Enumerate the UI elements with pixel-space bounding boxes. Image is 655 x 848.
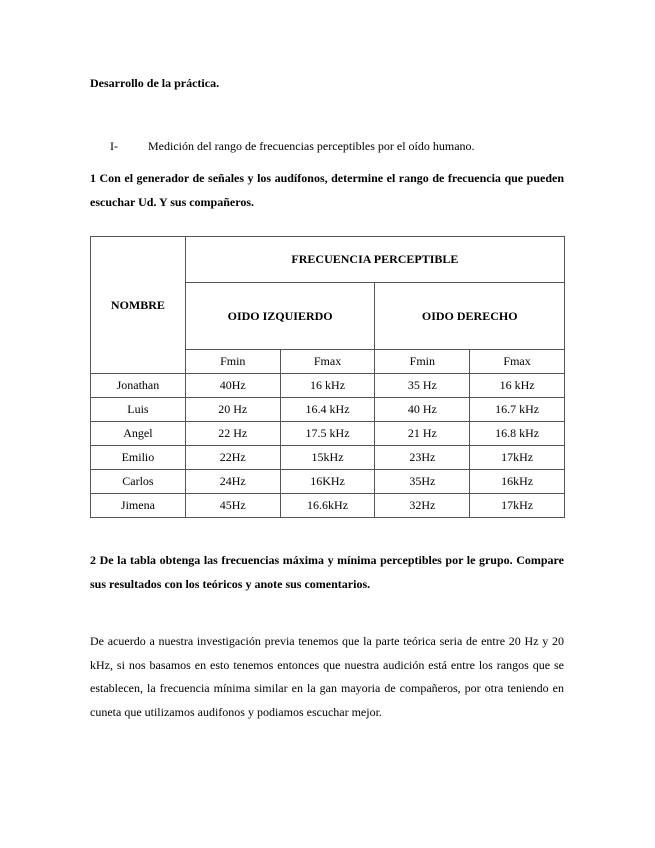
section-text: Medición del rango de frecuencias perceptibles por el oído humano. (148, 139, 475, 153)
cell-name: Carlos (91, 470, 186, 494)
question-2: 2 De la tabla obtenga las frecuencias máxima y mínima perceptibles por le grupo. Compare sus resultados con los teóricos y anote sus comentarios. (90, 553, 564, 591)
table-row (91, 446, 565, 470)
section-title (110, 139, 475, 154)
right-ear-header: OIDO DERECHO (375, 283, 565, 350)
cell-left-max: 17.5 kHz (280, 422, 375, 446)
left-fmin-header: Fmin (185, 350, 280, 374)
cell-right-min: 40 Hz (375, 398, 470, 422)
table-row (91, 422, 565, 446)
heading: Desarrollo de la práctica. (90, 76, 220, 90)
cell-right-max: 16 kHz (470, 374, 565, 398)
cell-left-max: 15kHz (280, 446, 375, 470)
table-row (91, 494, 565, 518)
right-fmax-header: Fmax (470, 350, 565, 374)
table-row (91, 470, 565, 494)
table-row (91, 374, 565, 398)
answer-paragraph: De acuerdo a nuestra investigación previa tenemos que la parte teórica seria de entre 20 Hz y 20 kHz, si nos basamos en esto tenemos entonces que nuestra audición está entre los rangos que se establecen, la frecuencia mínima similar en la gan mayoria de compañeros, por otra teniendo en cuneta que utilizamos audifonos y podiamos escuchar mejor. (90, 634, 564, 719)
question-1: 1 Con el generador de señales y los audífonos, determine el rango de frecuencia que pueden escuchar Ud. Y sus compañeros. (90, 171, 564, 209)
name-header: NOMBRE (91, 237, 186, 374)
cell-right-max: 17kHz (470, 446, 565, 470)
cell-right-min: 35 Hz (375, 374, 470, 398)
cell-left-min: 20 Hz (185, 398, 280, 422)
cell-left-max: 16 kHz (280, 374, 375, 398)
section-number: I- (110, 139, 118, 153)
cell-left-max: 16.4 kHz (280, 398, 375, 422)
cell-right-min: 23Hz (375, 446, 470, 470)
cell-name: Angel (91, 422, 186, 446)
group-header: FRECUENCIA PERCEPTIBLE (185, 237, 564, 283)
cell-left-min: 22 Hz (185, 422, 280, 446)
cell-left-max: 16KHz (280, 470, 375, 494)
cell-right-min: 35Hz (375, 470, 470, 494)
cell-right-min: 21 Hz (375, 422, 470, 446)
cell-left-min: 24Hz (185, 470, 280, 494)
right-fmin-header: Fmin (375, 350, 470, 374)
cell-right-max: 17kHz (470, 494, 565, 518)
cell-name: Jonathan (91, 374, 186, 398)
cell-right-max: 16.7 kHz (470, 398, 565, 422)
cell-name: Luis (91, 398, 186, 422)
table-row (91, 398, 565, 422)
cell-name: Emilio (91, 446, 186, 470)
cell-right-max: 16kHz (470, 470, 565, 494)
cell-left-min: 22Hz (185, 446, 280, 470)
cell-left-min: 40Hz (185, 374, 280, 398)
cell-name: Jimena (91, 494, 186, 518)
left-fmax-header: Fmax (280, 350, 375, 374)
left-ear-header: OIDO IZQUIERDO (185, 283, 375, 350)
cell-right-max: 16.8 kHz (470, 422, 565, 446)
cell-right-min: 32Hz (375, 494, 470, 518)
cell-left-max: 16.6kHz (280, 494, 375, 518)
cell-left-min: 45Hz (185, 494, 280, 518)
frequency-table (90, 236, 565, 518)
